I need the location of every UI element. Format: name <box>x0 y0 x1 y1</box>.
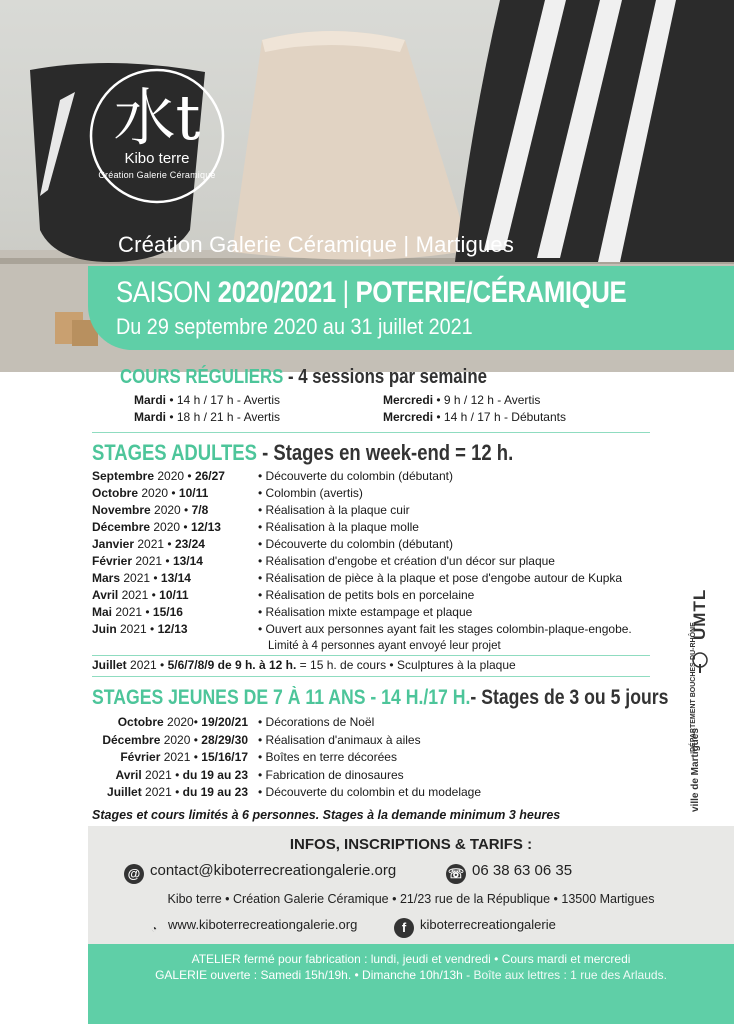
galerie-hours: GALERIE ouverte : Samedi 15h/19h. • Dimanche 10h/13h - Boîte aux lettres : 1 rue des Arlauds. <box>155 968 667 982</box>
logo-name: Kibo terre <box>124 150 190 167</box>
jeunes-title-main: STAGES JEUNES DE 7 À 11 ANS - 14 H./17 H. <box>92 686 471 709</box>
season-title <box>116 276 626 310</box>
hero-caption: Création Galerie Céramique | Martigues <box>118 232 515 257</box>
schedule-description: • Réalisation mixte estampage et plaque <box>258 605 473 619</box>
rss-icon: ◔ <box>150 924 158 935</box>
juin-extra: Limité à 4 personnes ayant envoyé leur projet <box>268 640 501 652</box>
facebook-contact[interactable] <box>394 917 556 938</box>
facebook-icon: f <box>394 918 414 938</box>
schedule-description: • Fabrication de dinosaures <box>258 767 404 782</box>
schedule-date: Juin 2021 • 12/13 <box>92 622 188 636</box>
schedule-date: Février 2021 • 13/14 <box>92 554 203 568</box>
email-contact[interactable] <box>124 862 396 884</box>
adultes-title <box>92 440 513 466</box>
cours-title <box>120 366 487 389</box>
departement-logo: DÉPARTEMENT BOUCHES-DU-RHÔNE <box>690 622 697 752</box>
schedule-date: Avril 2021 • du 19 au 23 <box>115 767 248 782</box>
cours-row: Mardi • 14 h / 17 h - Avertis <box>134 393 281 407</box>
schedule-date: Décembre 2020 • 28/29/30 <box>102 732 248 747</box>
schedule-description: • Décorations de Noël <box>258 715 375 729</box>
info-block <box>88 826 734 944</box>
jeunes-title <box>92 686 668 710</box>
schedule-date: Octobre 2020• 19/20/21 <box>117 715 248 729</box>
jeunes-title-sub: - Stages de 3 ou 5 jours <box>470 686 669 709</box>
phone-contact[interactable] <box>446 862 572 884</box>
cours-row: Mercredi • 14 h / 17 h - Débutants <box>383 410 566 424</box>
schedule-description: • Réalisation de petits bols en porcelaine <box>258 588 475 602</box>
juillet-row: Juillet 2021 • 5/6/7/8/9 de 9 h. à 12 h. = 15 h. de cours • Sculptures à la plaque <box>92 658 516 672</box>
schedule-description: • Boîtes en terre décorées <box>258 750 397 764</box>
schedule-date: Avril 2021 • 10/11 <box>92 588 189 602</box>
schedule-date: Février 2021 • 15/16/17 <box>120 750 248 764</box>
facebook-text[interactable]: kiboterrecreationgalerie <box>420 917 556 932</box>
cours-row: Mercredi • 9 h / 12 h - Avertis <box>383 393 541 407</box>
schedule-date: Juillet 2021 • du 19 au 23 <box>107 785 248 799</box>
schedule-description: • Réalisation d'animaux à ailes <box>258 732 421 747</box>
schedule-date: Janvier 2021 • 23/24 <box>92 537 205 551</box>
schedule-date: Décembre 2020 • 12/13 <box>92 520 221 534</box>
schedule-date: Novembre 2020 • 7/8 <box>92 503 209 517</box>
schedule-description: • Ouvert aux personnes ayant fait les stages colombin-plaque-engobe. <box>258 622 632 636</box>
season-banner <box>88 266 734 350</box>
website-text[interactable]: www.kiboterrecreationgalerie.org <box>168 917 358 932</box>
schedule-description: • Colombin (avertis) <box>258 486 363 500</box>
adultes-title-main: STAGES ADULTES <box>92 440 257 465</box>
capacity-notice: Stages et cours limités à 6 personnes. Stages à la demande minimum 3 heures <box>92 808 561 822</box>
website-contact[interactable] <box>146 917 357 938</box>
hours-footer <box>88 944 734 1024</box>
logo-glyph: 水t <box>113 81 201 154</box>
schedule-date: Mai 2021 • 15/16 <box>92 605 183 619</box>
schedule-description: • Réalisation d'engobe et création d'un décor sur plaque <box>258 554 555 568</box>
season-separator: | <box>335 276 356 309</box>
phone-icon: ☏ <box>446 864 466 884</box>
umtl-logo: UMTL <box>690 588 709 640</box>
kibo-terre-logo <box>72 68 242 208</box>
season-activity: POTERIE/CÉRAMIQUE <box>355 276 627 309</box>
schedule-description: • Découverte du colombin et du modelage <box>258 785 482 799</box>
schedule-date: Septembre 2020 • 26/27 <box>92 469 225 483</box>
atelier-hours: ATELIER fermé pour fabrication : lundi, jeudi et vendredi • Cours mardi et mercredi <box>191 952 631 966</box>
divider <box>92 676 650 677</box>
cours-title-main: COURS RÉGULIERS <box>120 366 284 388</box>
martigues-logo: ville de Martigues <box>690 728 701 812</box>
season-dates: Du 29 septembre 2020 au 31 juillet 2021 <box>116 314 473 339</box>
schedule-description: • Découverte du colombin (débutant) <box>258 469 453 483</box>
email-text[interactable]: contact@kiboterrecreationgalerie.org <box>150 862 397 879</box>
phone-text[interactable]: 06 38 63 06 35 <box>472 862 573 879</box>
schedule-description: • Réalisation à la plaque molle <box>258 520 419 534</box>
schedule-description: • Réalisation à la plaque cuir <box>258 503 410 517</box>
at-icon: @ <box>124 864 144 884</box>
schedule-description: • Découverte du colombin (débutant) <box>258 537 453 551</box>
info-title: INFOS, INSCRIPTIONS & TARIFS : <box>289 836 533 853</box>
season-prefix: SAISON <box>116 276 218 309</box>
adultes-title-sub: - Stages en week-end = 12 h. <box>256 440 514 465</box>
schedule-date: Octobre 2020 • 10/11 <box>92 486 209 500</box>
divider <box>92 655 650 656</box>
address: Kibo terre • Création Galerie Céramique • 21/23 rue de la République • 13500 Martigues <box>167 892 655 906</box>
cours-title-sub: - 4 sessions par semaine <box>283 366 487 388</box>
season-years: 2020/2021 <box>217 276 336 309</box>
cours-row: Mardi • 18 h / 21 h - Avertis <box>134 410 281 424</box>
divider <box>92 432 650 433</box>
schedule-date: Mars 2021 • 13/14 <box>92 571 191 585</box>
logo-subtitle: Création Galerie Céramique <box>98 170 216 180</box>
schedule-description: • Réalisation de pièce à la plaque et pose d'engobe autour de Kupka <box>258 571 623 585</box>
